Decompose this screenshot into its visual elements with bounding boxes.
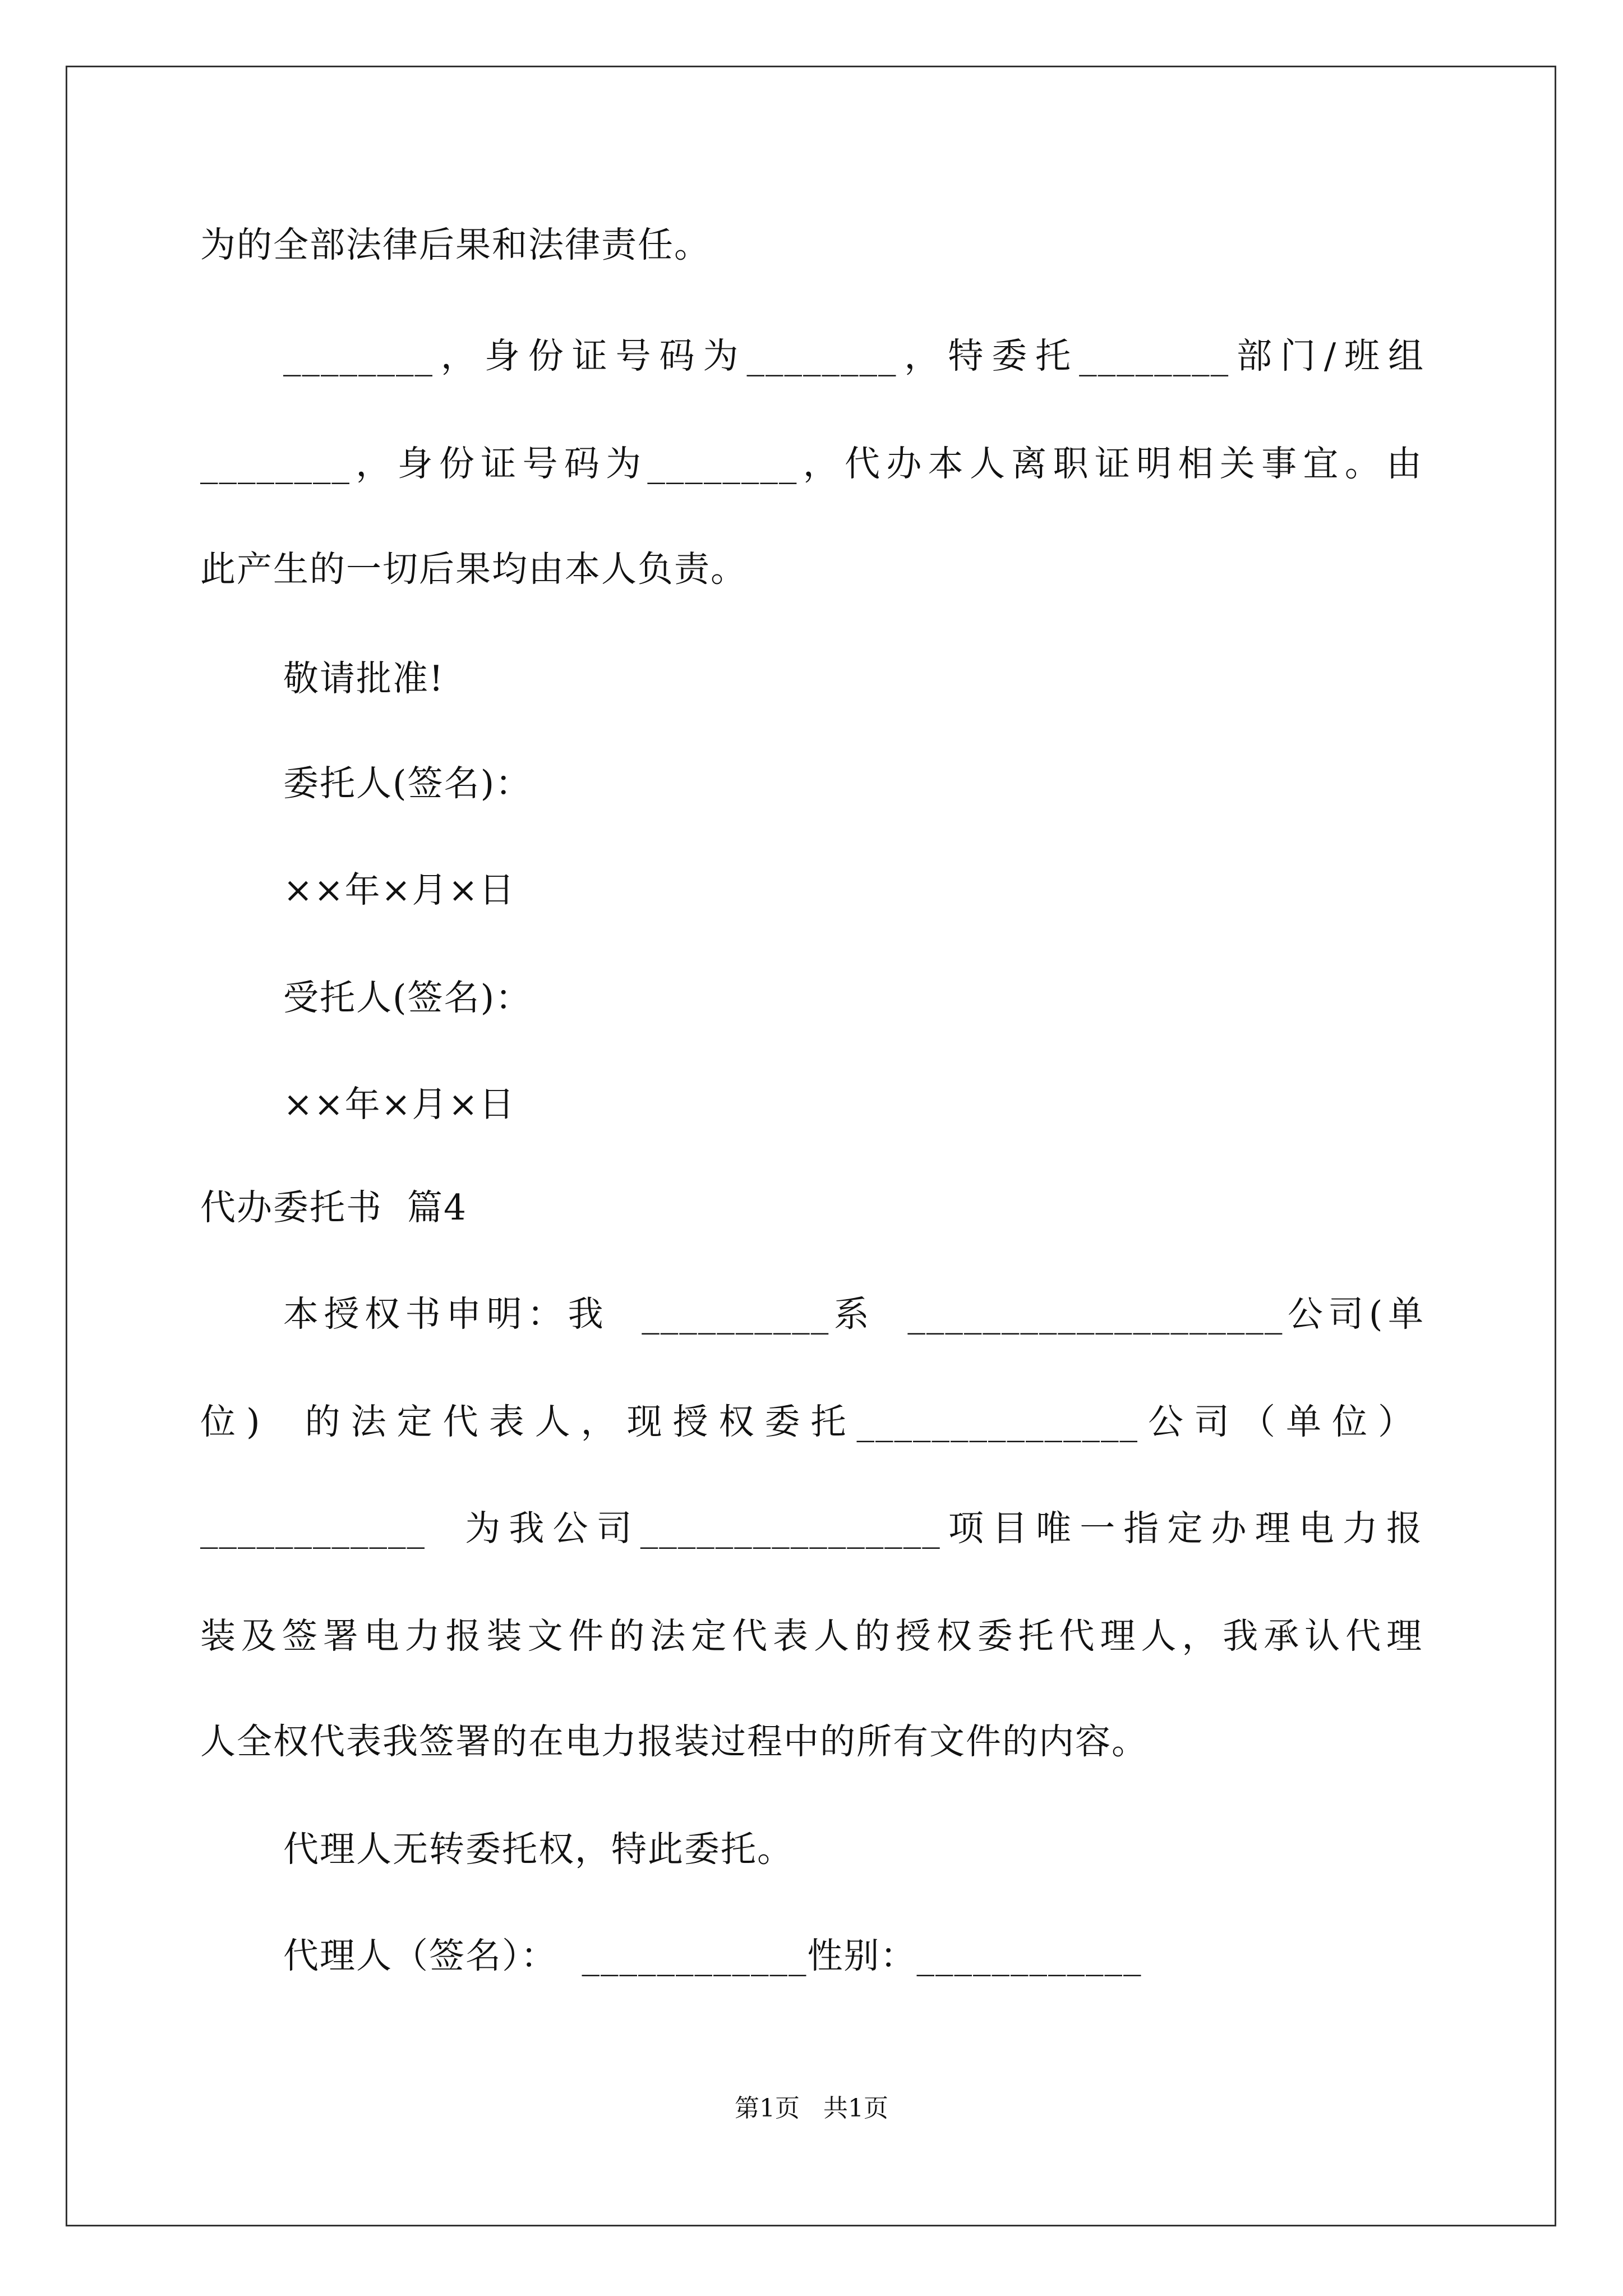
- page-number: 第1页 共1页: [735, 2094, 888, 2123]
- paragraph-line: ____________ 为我公司________________项目唯一指定办理电力报: [200, 1508, 1423, 1549]
- date-line: ××年×月×日: [283, 1084, 516, 1125]
- paragraph-line: ________，身份证号码为________，代办本人离职证明相关事宜。由: [200, 443, 1423, 484]
- paragraph-line: 本授权书申明：我 __________系 ____________________公司(单: [283, 1294, 1424, 1335]
- signature-label: 受托人(签名)：: [283, 977, 532, 1018]
- paragraph-line: 装及签署电力报装文件的法定代表人的授权委托代理人，我承认代理: [200, 1616, 1423, 1657]
- paragraph-line: ________，身份证号码为________，特委托________部门/班组: [283, 335, 1424, 376]
- signature-field-line: 代理人（签名）： ____________性别：____________: [283, 1935, 1142, 1976]
- signature-label: 委托人(签名)：: [283, 763, 532, 804]
- date-line: ××年×月×日: [283, 869, 516, 910]
- section-heading: 代办委托书 篇4: [200, 1187, 468, 1228]
- paragraph-line: 位) 的法定代表人，现授权委托_______________公司（单位）: [200, 1401, 1414, 1442]
- page-border: [66, 66, 1556, 2226]
- paragraph-line: 为的全部法律后果和法律责任。: [200, 224, 711, 265]
- paragraph-line: 人全权代表我签署的在电力报装过程中的所有文件的内容。: [200, 1721, 1148, 1762]
- paragraph-line: 此产生的一切后果均由本人负责。: [200, 549, 747, 590]
- paragraph-line: 代理人无转委托权，特此委托。: [283, 1829, 794, 1870]
- paragraph-line: 敬请批准!: [283, 658, 445, 699]
